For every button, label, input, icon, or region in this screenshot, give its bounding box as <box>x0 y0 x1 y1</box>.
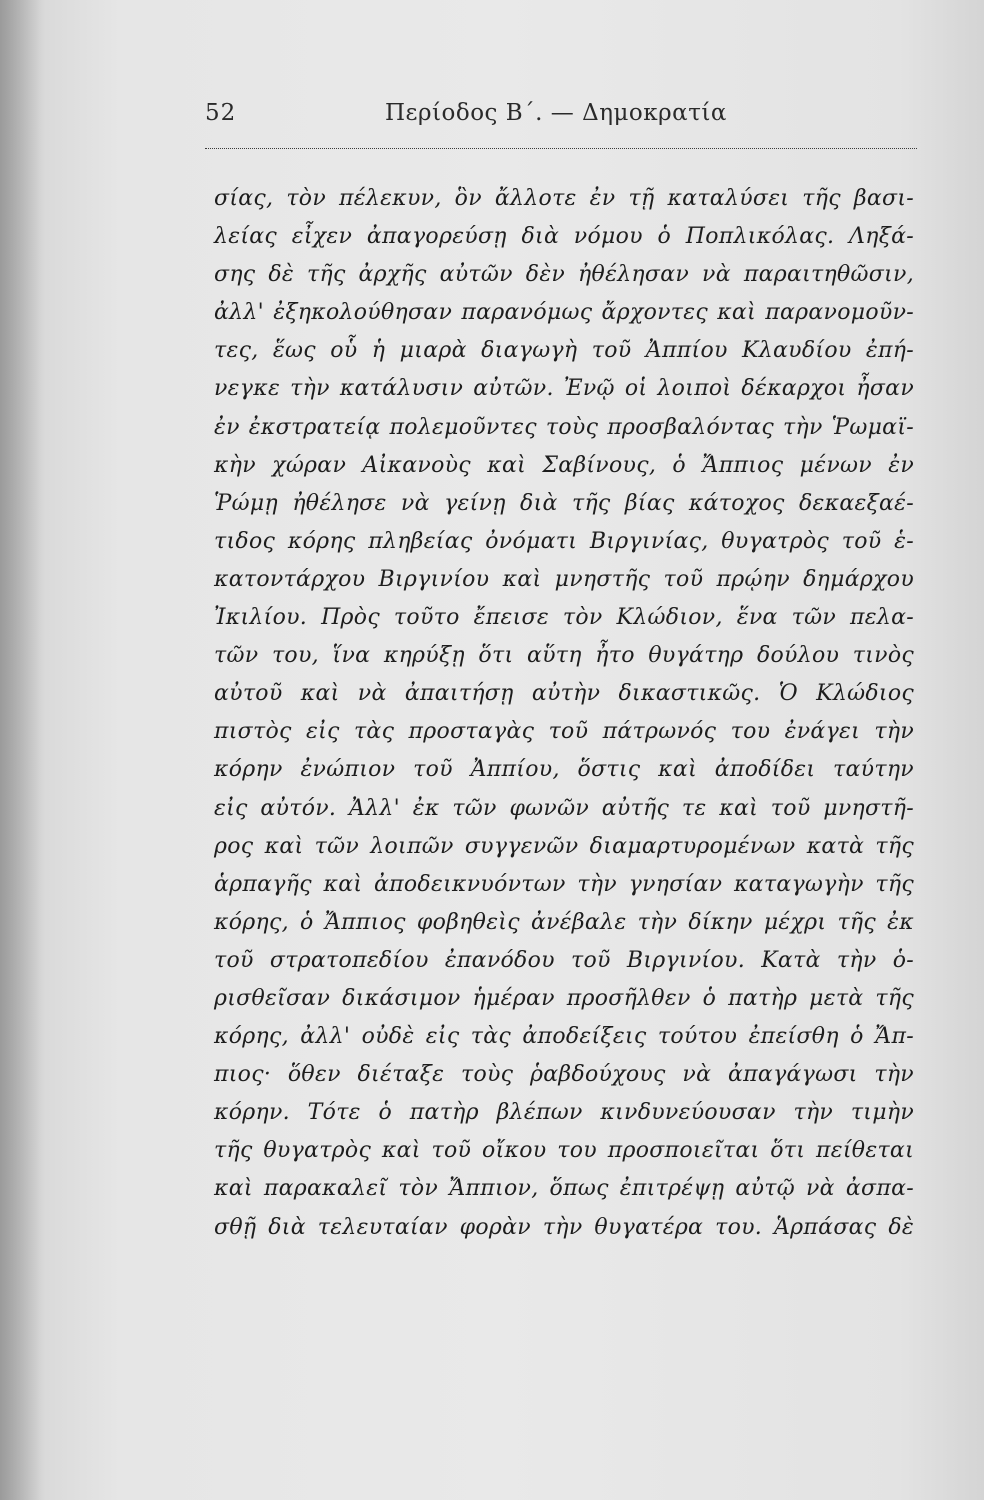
running-head: Περίοδος Β΄. — Δημοκρατία <box>385 100 727 126</box>
text-line: πιστὸς εἰς τὰς προσταγὰς τοῦ πάτρωνός του ἐνάγει τὴν <box>214 719 914 745</box>
page-number: 52 <box>205 100 237 126</box>
text-line: ἐν ἐκστρατείᾳ πολεμοῦντες τοὺς προσβαλόντας τὴν Ῥωμαϊ- <box>214 414 914 440</box>
text-line: κόρης, ὁ Ἄππιος φοβηθεὶς ἀνέβαλε τὴν δίκην μέχρι τῆς ἐκ <box>214 909 914 935</box>
text-line: κόρην ἐνώπιον τοῦ Ἀππίου, ὅστις καὶ ἀποδίδει ταύτην <box>214 757 914 783</box>
text-line: σίας, τὸν πέλεκυν, ὃν ἄλλοτε ἐν τῇ καταλύσει τῆς βασι- <box>214 186 914 211</box>
text-line: κόρης, ἀλλ' οὐδὲ εἰς τὰς ἀποδείξεις τούτου ἐπείσθη ὁ Ἄπ- <box>214 1024 914 1050</box>
text-line: λείας εἶχεν ἀπαγορεύσῃ διὰ νόμου ὁ Ποπλικόλας. Ληξά- <box>214 224 914 250</box>
text-line: Ἰκιλίου. Πρὸς τοῦτο ἔπεισε τὸν Κλώδιον, ἕνα τῶν πελα- <box>214 605 914 631</box>
text-line: τοῦ στρατοπεδίου ἐπανόδου τοῦ Βιργινίου. Κατὰ τὴν ὁ- <box>214 947 914 973</box>
text-line: πιος· ὅθεν διέταξε τοὺς ῥαβδούχους νὰ ἀπαγάγωσι τὴν <box>214 1062 914 1088</box>
header-rule <box>205 148 917 149</box>
text-line: ρος καὶ τῶν λοιπῶν συγγενῶν διαμαρτυρομένων κατὰ τῆς <box>214 833 914 859</box>
text-line: τῶν του, ἵνα κηρύξῃ ὅτι αὕτη ἦτο θυγάτηρ δούλου τινὸς <box>214 643 914 669</box>
text-line: ρισθεῖσαν δικάσιμον ἡμέραν προσῆλθεν ὁ πατὴρ μετὰ τῆς <box>214 985 914 1011</box>
text-line: νεγκε τὴν κατάλυσιν αὐτῶν. Ἐνῷ οἱ λοιποὶ δέκαρχοι ἦσαν <box>214 376 914 402</box>
text-line: κόρην. Τότε ὁ πατὴρ βλέπων κινδυνεύουσαν τὴν τιμὴν <box>214 1100 914 1126</box>
text-line: τες, ἕως οὗ ἡ μιαρὰ διαγωγὴ τοῦ Ἀππίου Κλαυδίου ἐπή- <box>214 338 914 364</box>
text-line: τῆς θυγατρὸς καὶ τοῦ οἴκου του προσποιεῖται ὅτι πείθεται <box>214 1138 914 1164</box>
text-line: εἰς αὐτόν. Ἀλλ' ἐκ τῶν φωνῶν αὐτῆς τε καὶ τοῦ μνηστῆ- <box>214 795 914 821</box>
page-gutter-shadow <box>0 0 45 1500</box>
text-line: κατοντάρχου Βιργινίου καὶ μνηστῆς τοῦ πρῴην δημάρχου <box>214 566 914 592</box>
text-line: ἀλλ' ἐξηκολούθησαν παρανόμως ἄρχοντες καὶ παρανομοῦν- <box>214 300 914 326</box>
text-line: τιδος κόρης πληβείας ὀνόματι Βιργινίας, θυγατρὸς τοῦ ἑ- <box>214 528 914 554</box>
text-line: αὐτοῦ καὶ νὰ ἀπαιτήσῃ αὐτὴν δικαστικῶς. Ὁ Κλώδιος <box>214 681 914 707</box>
page-header <box>205 92 915 142</box>
body-text <box>214 180 914 1247</box>
text-line: Ῥώμῃ ἠθέλησε νὰ γείνῃ διὰ τῆς βίας κάτοχος δεκαεξαέ- <box>214 490 914 516</box>
text-line: σης δὲ τῆς ἀρχῆς αὐτῶν δὲν ἠθέλησαν νὰ παραιτηθῶσιν, <box>214 262 914 288</box>
text-line: καὶ παρακαλεῖ τὸν Ἄππιον, ὅπως ἐπιτρέψῃ αὐτῷ νὰ ἀσπα- <box>214 1176 914 1202</box>
text-line: σθῇ διὰ τελευταίαν φορὰν τὴν θυγατέρα του. Ἁρπάσας δὲ <box>214 1214 914 1240</box>
text-line: ἁρπαγῆς καὶ ἀποδεικνυόντων τὴν γνησίαν καταγωγὴν τῆς <box>214 871 914 897</box>
text-line: κὴν χώραν Αἰκανοὺς καὶ Σαβίνους, ὁ Ἄππιος μένων ἐν <box>214 452 914 478</box>
